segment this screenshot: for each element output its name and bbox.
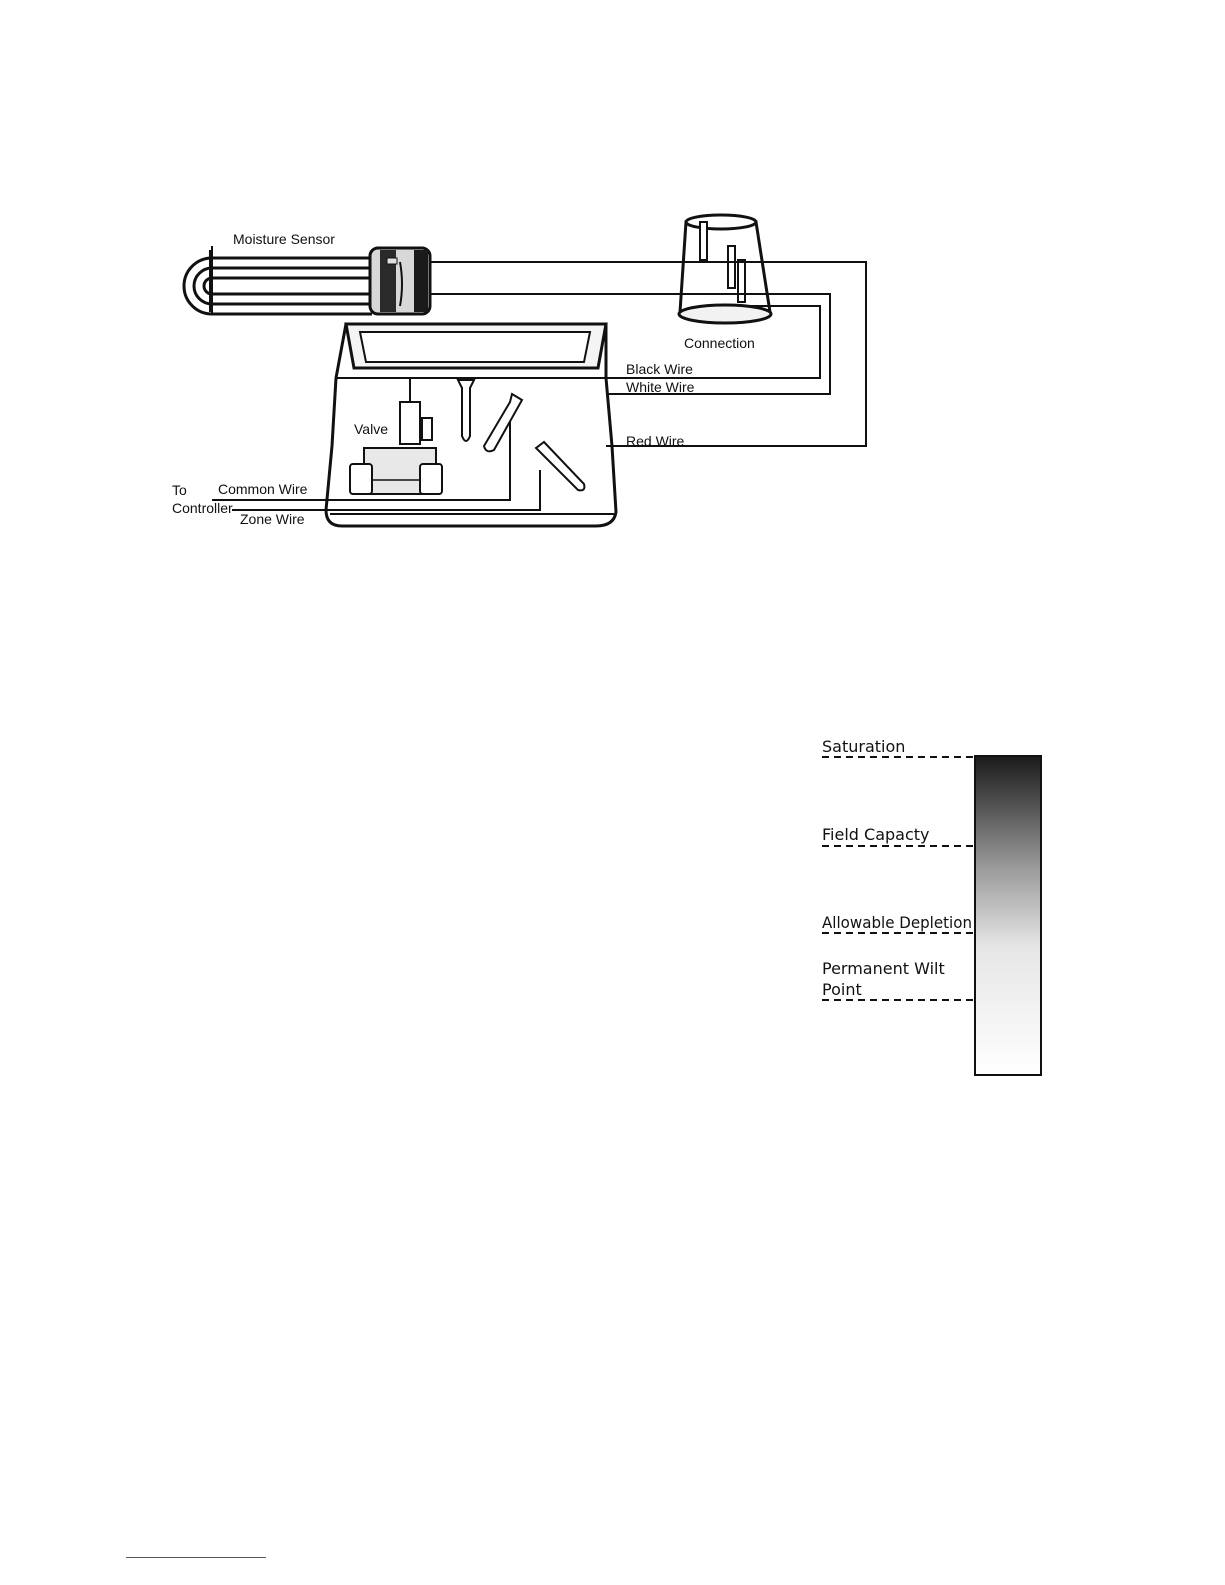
- permanent-wilt-label-line1: Permanent Wilt: [822, 959, 945, 978]
- valve-label: Valve: [354, 421, 388, 437]
- moisture-sensor: [184, 246, 372, 314]
- zone-wire-label: Zone Wire: [240, 511, 305, 527]
- sensor-body: [370, 248, 430, 314]
- black-wire-label: Black Wire: [626, 361, 693, 377]
- permanent-wilt-label-line2: Point: [822, 980, 862, 999]
- red-wire-label: Red Wire: [626, 433, 685, 449]
- allowable-depletion-label: Allowable Depletion: [822, 913, 972, 932]
- saturation-label: Saturation: [822, 737, 906, 756]
- moisture-sensor-label: Moisture Sensor: [233, 231, 335, 247]
- moisture-gradient-bar: [975, 756, 1041, 1075]
- connection-label: Connection: [684, 335, 755, 351]
- footnote-rule: [126, 1557, 266, 1558]
- controller-label: Controller: [172, 500, 233, 516]
- moisture-scale: [822, 737, 1041, 1075]
- common-wire-label: Common Wire: [218, 481, 308, 497]
- to-label: To: [172, 482, 187, 498]
- field-capacity-label: Field Capacty: [822, 825, 930, 844]
- white-wire-label: White Wire: [626, 379, 695, 395]
